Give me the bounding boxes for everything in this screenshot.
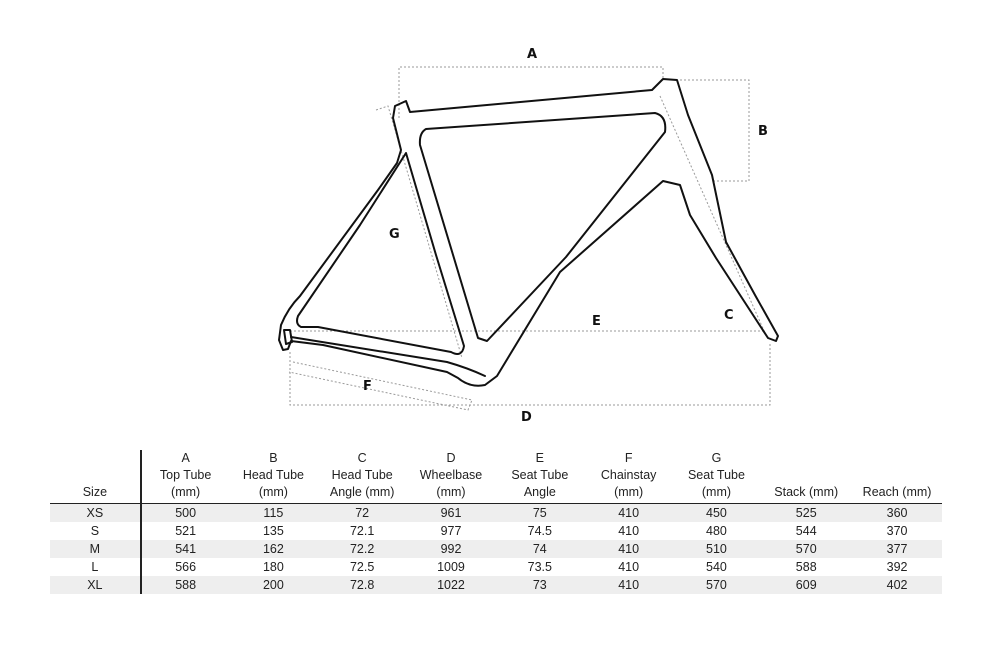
column-header-line: (mm) <box>701 485 732 499</box>
column-header-line: Head Tube <box>242 468 304 482</box>
column-header-line: Reach (mm) <box>862 485 932 499</box>
table-cell: 510 <box>673 540 761 558</box>
table-cell: 480 <box>706 524 727 538</box>
dim-guide-f <box>289 362 472 410</box>
column-header-seat-tube-angle <box>495 450 585 504</box>
size-cell: S <box>50 522 141 540</box>
table-cell: 521 <box>175 524 197 538</box>
table-row <box>50 540 942 558</box>
table-cell: 992 <box>407 540 495 558</box>
table-cell: 75 <box>495 504 585 523</box>
dim-label-g: G <box>389 227 400 242</box>
geometry-table <box>50 450 942 594</box>
table-cell: 135 <box>262 524 284 538</box>
table-cell: 162 <box>230 540 318 558</box>
table-cell: 977 <box>440 524 462 538</box>
table-cell: 410 <box>585 540 673 558</box>
dim-guide-b <box>676 80 749 181</box>
table-cell: 1009 <box>437 560 465 574</box>
table-cell: 402 <box>852 576 942 594</box>
dim-label-c: C <box>724 308 734 323</box>
table-cell: 370 <box>886 524 908 538</box>
column-header-stack <box>760 450 852 504</box>
column-header-size: Size <box>50 450 141 504</box>
column-header-top-tube <box>141 450 230 504</box>
table-cell: 500 <box>141 504 230 523</box>
table-cell: 410 <box>618 524 640 538</box>
table-cell: 961 <box>407 504 495 523</box>
dim-guide-d <box>290 343 770 405</box>
column-header-line: Chainstay <box>600 468 657 482</box>
table-cell: 73 <box>495 576 585 594</box>
table-cell: 72.1 <box>349 524 375 538</box>
dim-label-a: A <box>527 47 538 62</box>
size-cell: XL <box>50 576 141 594</box>
dim-label-d: D <box>521 410 532 425</box>
column-header-line: F <box>624 451 633 465</box>
table-cell: 360 <box>852 504 942 523</box>
table-cell: 540 <box>706 560 727 574</box>
chainstay-inner-line <box>291 337 485 376</box>
frame-front-triangle-inner <box>420 113 665 341</box>
table-cell: 570 <box>760 540 852 558</box>
table-cell: 72.2 <box>317 540 407 558</box>
table-cell: 377 <box>852 540 942 558</box>
column-header-line: E <box>535 451 544 465</box>
column-header-line: (mm) <box>171 485 201 499</box>
table-row <box>50 576 942 594</box>
table-header-row <box>50 450 942 504</box>
table-cell: 73.5 <box>527 560 552 574</box>
table-cell: 72.5 <box>349 560 375 574</box>
table-cell: 450 <box>673 504 761 523</box>
table-cell: 588 <box>141 576 230 594</box>
column-header-line: B <box>269 451 278 465</box>
size-cell: XS <box>50 504 141 523</box>
column-header-line: Seat Tube <box>511 468 569 482</box>
table-cell: 72 <box>317 504 407 523</box>
table-cell: 200 <box>230 576 318 594</box>
dim-label-f: F <box>363 379 372 394</box>
frame-rear-triangle-inner <box>297 153 464 354</box>
table-cell: 410 <box>585 504 673 523</box>
table-cell: 588 <box>795 560 817 574</box>
dim-label-e: E <box>592 314 601 329</box>
table-cell: 1022 <box>407 576 495 594</box>
table-cell: 180 <box>262 560 284 574</box>
table-cell: 392 <box>886 560 908 574</box>
column-header-chainstay <box>585 450 673 504</box>
table-cell: 566 <box>175 560 197 574</box>
table-cell: 74 <box>495 540 585 558</box>
column-header-line: Stack (mm) <box>774 485 839 499</box>
column-header-seat-tube <box>673 450 761 504</box>
table-cell: 410 <box>585 576 673 594</box>
column-header-reach <box>852 450 942 504</box>
column-header-line: D <box>446 451 456 465</box>
table-cell: 609 <box>760 576 852 594</box>
column-header-line: (mm) <box>258 485 288 499</box>
column-header-line: Angle (mm) <box>329 485 395 499</box>
table-row <box>50 558 942 576</box>
column-header-line: (mm) <box>614 485 644 499</box>
table-cell: 115 <box>230 504 318 523</box>
column-header-line: Head Tube <box>331 468 393 482</box>
table-row <box>50 504 942 523</box>
column-header-line: Seat Tube <box>687 468 745 482</box>
size-cell: M <box>50 540 141 558</box>
column-header-line: Top Tube <box>159 468 212 482</box>
table-cell: 570 <box>673 576 761 594</box>
dim-label-b: B <box>758 124 768 139</box>
column-header-line: G <box>711 451 722 465</box>
size-cell: L <box>50 558 141 576</box>
column-header-head-tube <box>230 450 318 504</box>
column-header-line: Angle <box>523 485 556 499</box>
table-cell: 410 <box>618 560 640 574</box>
column-header-line: A <box>181 451 190 465</box>
table-cell: 72.8 <box>317 576 407 594</box>
rear-dropout <box>284 330 292 344</box>
column-header-wheelbase <box>407 450 495 504</box>
column-header-line: (mm) <box>436 485 466 499</box>
column-header-line: Wheelbase <box>419 468 483 482</box>
table-cell: 541 <box>141 540 230 558</box>
column-header-line: C <box>357 451 367 465</box>
table-cell: 74.5 <box>527 524 552 538</box>
column-header-head-tube-angle <box>317 450 407 504</box>
table-cell: 525 <box>760 504 852 523</box>
table-row <box>50 522 942 540</box>
table-cell: 544 <box>795 524 817 538</box>
